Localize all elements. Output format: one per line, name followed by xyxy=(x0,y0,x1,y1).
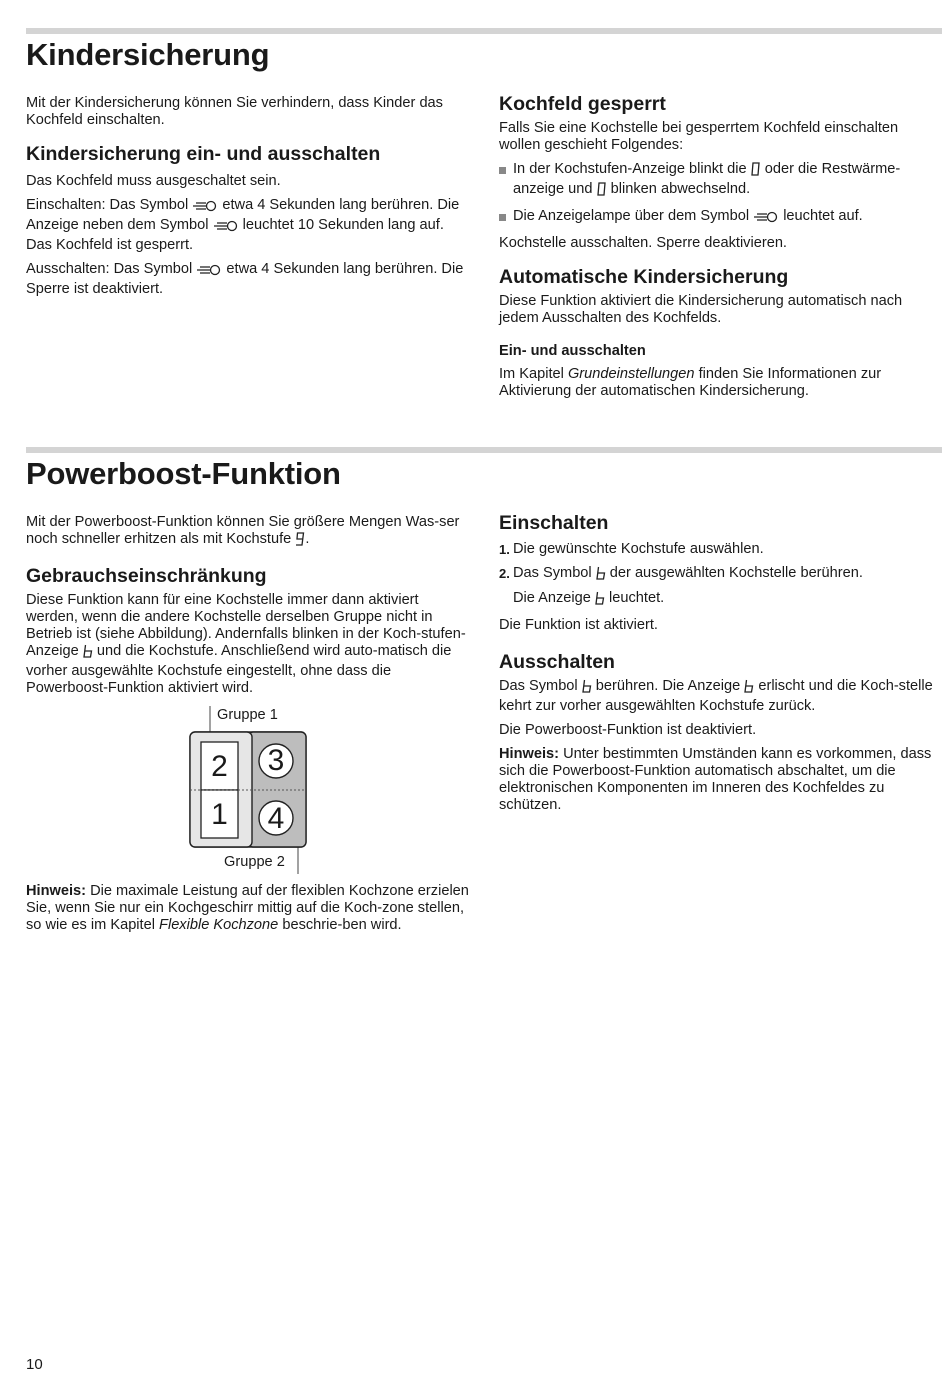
list-item xyxy=(499,565,942,610)
paragraph-hinweis-abschalten xyxy=(499,746,942,814)
section-divider-top xyxy=(26,28,942,34)
child-lock-key-icon xyxy=(196,264,222,281)
text-span: Einschalten: Das Symbol xyxy=(26,197,189,213)
powerboost-right-column xyxy=(499,512,942,821)
bullet-list-gesperrt xyxy=(499,161,942,228)
text-span: In der Kochstufen-Anzeige blinkt die xyxy=(513,161,747,177)
note-label: Hinweis: xyxy=(26,883,87,899)
text-span: leuchtet auf. xyxy=(783,208,863,224)
paragraph-ausschalten xyxy=(26,261,472,298)
list-item xyxy=(499,541,942,558)
cooking-zone-group-diagram xyxy=(170,706,330,876)
seven-segment-b-icon xyxy=(582,679,592,698)
kindersicherung-left-column xyxy=(26,95,472,305)
paragraph-grundeinstellungen xyxy=(499,366,942,400)
text-span: blinken abwechselnd. xyxy=(610,181,751,197)
step-number: 2. xyxy=(499,566,510,581)
zone-2-label: 2 xyxy=(211,750,228,783)
text-span: Ausschalten: Das Symbol xyxy=(26,261,193,277)
text-span: und die Kochstufe. Anschließend wird auto-matisch die vorher ausgewählte Kochstufe eingestellt, ohne dass die Powerboost-Funktion aktiviert wird. xyxy=(26,643,452,696)
seven-segment-0-icon xyxy=(597,182,607,201)
child-lock-key-icon xyxy=(213,220,239,237)
seven-segment-9-icon xyxy=(295,532,305,551)
paragraph-kochfeld-aus: Das Kochfeld muss ausgeschaltet sein. xyxy=(26,173,281,189)
subheading-ausschalten: Ausschalten xyxy=(499,651,615,673)
paragraph-ausschalten-boost xyxy=(499,678,942,715)
text-span: Die maximale Leistung auf der flexiblen Kochzone erzielen Sie, wenn Sie nur ein Kochgeschirr mittig auf die Koch-zone stellen, so wie es im Kapitel xyxy=(26,883,469,933)
kindersicherung-intro: Mit der Kindersicherung können Sie verhindern, dass Kinder das Kochfeld einschalten. xyxy=(26,95,443,128)
chapter-reference: Grundeinstellungen xyxy=(567,366,695,382)
list-item xyxy=(499,161,942,201)
step-result xyxy=(513,590,942,610)
subheading-ein-ausschalten: Kindersicherung ein- und ausschalten xyxy=(26,143,381,165)
text-span: . xyxy=(305,531,310,547)
powerboost-note xyxy=(26,883,472,941)
page-number: 10 xyxy=(26,1356,43,1373)
powerboost-left-column xyxy=(26,514,472,704)
seven-segment-b-icon xyxy=(744,679,754,698)
text-span: berühren. Die Anzeige xyxy=(595,678,741,694)
paragraph-deaktiviert: Die Powerboost-Funktion ist deaktiviert. xyxy=(499,722,757,738)
powerboost-intro xyxy=(26,514,472,551)
paragraph-gesperrt: Falls Sie eine Kochstelle bei gesperrtem Kochfeld einschalten wollen geschieht Folgendes: xyxy=(499,120,899,153)
text-span: der ausgewählten Kochstelle berühren. xyxy=(609,565,863,581)
section-divider-powerboost xyxy=(26,447,942,453)
chapter-reference: Flexible Kochzone xyxy=(159,917,279,933)
subheading-gebrauchseinschraenkung: Gebrauchseinschränkung xyxy=(26,565,267,587)
subheading-einschalten: Einschalten xyxy=(499,512,609,534)
zone-3-label: 3 xyxy=(267,744,285,777)
text-span: leuchtet. xyxy=(609,590,665,606)
text-span: etwa 4 Sekunden lang berühren. Die Sperre ist deaktiviert. xyxy=(26,261,464,297)
note-label: Hinweis: xyxy=(499,746,560,762)
section-title-kindersicherung: Kindersicherung xyxy=(26,37,270,72)
zone-1-label: 1 xyxy=(211,798,228,831)
text-span: erlischt und die Koch-stelle kehrt zur vorher ausgewählten Kochstufe zurück. xyxy=(499,678,933,714)
text-span: Die Anzeigelampe über dem Symbol xyxy=(513,208,750,224)
steps-einschalten xyxy=(499,541,942,610)
text-span: etwa 4 Sekunden lang berühren. Die Anzeige neben dem Symbol xyxy=(26,197,460,233)
zone-4-label: 4 xyxy=(267,802,285,835)
text-span: Das Symbol xyxy=(513,565,592,581)
text-span: Das Symbol xyxy=(499,678,578,694)
group-1-label: Gruppe 1 xyxy=(217,707,278,723)
paragraph-auto: Diese Funktion aktiviert die Kindersicherung automatisch nach jedem Ausschalten des Kochfelds. xyxy=(499,293,903,326)
seven-segment-b-icon xyxy=(595,591,605,610)
subheading-ein-und-ausschalten: Ein- und ausschalten xyxy=(499,343,646,359)
child-lock-key-icon xyxy=(753,211,779,228)
text-span: Mit der Powerboost-Funktion können Sie größere Mengen Was-ser noch schneller erhitzen als mit Kochstufe xyxy=(26,514,460,547)
text-span: finden Sie Informationen zur Aktivierung der automatischen Kindersicherung. xyxy=(499,366,882,399)
seven-segment-0-icon xyxy=(751,162,761,181)
text-span: leuchtet 10 Sekunden lang auf. Das Kochfeld ist gesperrt. xyxy=(26,217,444,253)
paragraph-kochstelle-aus: Kochstelle ausschalten. Sperre deaktivieren. xyxy=(499,235,787,251)
subheading-kochfeld-gesperrt: Kochfeld gesperrt xyxy=(499,93,666,115)
paragraph-einschalten xyxy=(26,197,472,254)
text-span: Unter bestimmten Umständen kann es vorkommen, dass sich die Powerboost-Funktion automatisch abschaltet, um die elektronischen Komponenten im Inneren des Kochfeldes zu schützen. xyxy=(499,746,932,813)
child-lock-key-icon xyxy=(192,200,218,217)
step-number: 1. xyxy=(499,542,510,557)
section-title-powerboost: Powerboost-Funktion xyxy=(26,456,341,491)
paragraph-hinweis-flexibel xyxy=(26,883,472,934)
text-span: Im Kapitel xyxy=(499,366,564,382)
text-span: beschrie-ben wird. xyxy=(282,917,402,933)
paragraph-aktiviert: Die Funktion ist aktiviert. xyxy=(499,617,658,633)
text-span: Die gewünschte Kochstufe auswählen. xyxy=(513,541,764,557)
kindersicherung-right-column xyxy=(499,93,942,407)
text-span: oder die Restwärme-anzeige und xyxy=(513,161,901,197)
subheading-automatische-kindersicherung: Automatische Kindersicherung xyxy=(499,266,789,288)
seven-segment-b-icon xyxy=(596,566,606,585)
paragraph-einschraenkung xyxy=(26,592,472,697)
text-span: Diese Funktion kann für eine Kochstelle immer dann aktiviert werden, wenn die andere Kochstelle derselben Gruppe nicht in Betrieb ist (siehe Abbildung). Andernfalls blinken in der Koch-stufen-Anzeige xyxy=(26,592,466,659)
list-item xyxy=(499,208,942,228)
seven-segment-b-icon xyxy=(83,644,93,663)
text-span: Die Anzeige xyxy=(513,590,591,606)
group-2-label: Gruppe 2 xyxy=(224,854,285,870)
